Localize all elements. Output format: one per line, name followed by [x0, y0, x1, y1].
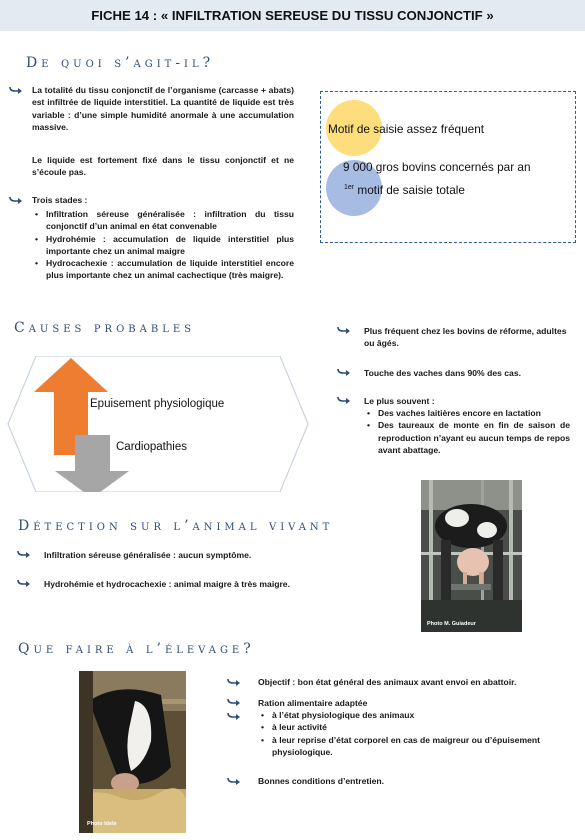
- infobox-line-1: Motif de saisie assez fréquent: [328, 122, 485, 136]
- section-title-causes: Causes probables: [14, 320, 195, 336]
- curved-arrow-icon: [227, 678, 241, 686]
- curved-arrow-icon: [337, 396, 351, 404]
- cause-label-epuisement: Epuisement physiologique: [90, 398, 225, 410]
- list-item: • à leur activité: [258, 721, 540, 733]
- curved-arrow-icon: [337, 368, 351, 376]
- quoi-paragraph-1: La totalité du tissu conjonctif de l’organisme (carcasse + abats) est infiltrée de liquide interstitiel. La quantité de liquide est très variable : d’une simple humidité anormale à une accumulation massive.: [32, 85, 294, 132]
- causes-right-3-title: Le plus souvent :: [364, 396, 435, 406]
- causes-diagram: [6, 356, 310, 492]
- curved-arrow-icon: [17, 550, 31, 558]
- section-title-detection: Détection sur l’animal vivant: [18, 518, 334, 534]
- causes-right-1: Plus fréquent chez les bovins de réforme, adultes ou âgés.: [364, 326, 567, 349]
- causes-right-3-list: [364, 407, 570, 456]
- quoi-paragraph-2: Le liquide est fortement fixé dans le tissu conjonctif et ne s’écoule pas.: [32, 155, 294, 178]
- infobox-line-3: [344, 180, 465, 198]
- list-item: • Des taureaux de monte en fin de saison de reproduction n’ayant eu aucun temps de repos avant abattage.: [364, 419, 570, 456]
- curved-arrow-icon: [227, 712, 241, 720]
- cow-eating-illustration: [79, 671, 186, 833]
- elevage-conditions: Bonnes conditions d’entretien.: [258, 776, 385, 786]
- curved-arrow-icon: [9, 86, 23, 94]
- curved-arrow-icon: [17, 579, 31, 587]
- list-item: • Des vaches laitières encore en lactation: [364, 407, 570, 419]
- list-item: • Hydrocachexie : accumulation de liquide interstitiel encore plus importante chez un animal cachectique (très maigre).: [32, 257, 294, 282]
- list-item: • Hydrohémie : accumulation de liquide interstitiel plus importante chez un animal maigre: [32, 233, 294, 258]
- section-title-elevage: Que faire à l’élevage?: [18, 641, 255, 657]
- photo-credit: Photo Idele: [87, 821, 117, 827]
- page-header: [0, 0, 585, 31]
- list-item: • à leur reprise d’état corporel en cas de maigreur ou d’épuisement physiologique.: [258, 734, 540, 759]
- detection-item-2: Hydrohémie et hydrocachexie : animal maigre à très maigre.: [44, 579, 290, 589]
- curved-arrow-icon: [227, 777, 241, 785]
- curved-arrow-icon: [9, 196, 23, 204]
- elevage-objectif: Objectif : bon état général des animaux avant envoi en abattoir.: [258, 677, 517, 687]
- stages-list: [32, 208, 294, 282]
- milking-cows-photo: [421, 480, 522, 632]
- list-item: • à l’état physiologique des animaux: [258, 709, 540, 721]
- section-title-quoi: De quoi s’agit-il?: [26, 55, 215, 71]
- elevage-ration-list: [258, 709, 540, 758]
- causes-right-2: Touche des vaches dans 90% des cas.: [364, 368, 521, 378]
- stages-title: Trois stades :: [32, 195, 88, 205]
- infobox-line-3-sup: 1er: [344, 184, 355, 191]
- infobox-line-2: 9 000 gros bovins concernés par an: [343, 160, 531, 174]
- key-figures-box: [320, 91, 576, 243]
- cause-label-cardiopathies: Cardiopathies: [116, 441, 187, 453]
- elevage-ration-title: Ration alimentaire adaptée: [258, 698, 368, 708]
- cow-eating-photo: [79, 671, 186, 833]
- photo-credit: Photo M. Guiadeur: [427, 621, 476, 627]
- curved-arrow-icon: [337, 326, 351, 334]
- curved-arrow-icon: [227, 698, 241, 706]
- detection-item-1: Infiltration séreuse généralisée : aucun symptôme.: [44, 550, 252, 560]
- milking-cows-illustration: [421, 480, 522, 632]
- page-title: FICHE 14 : « INFILTRATION SEREUSE DU TISSU CONJONCTIF »: [91, 8, 494, 23]
- list-item: • Infiltration séreuse généralisée : infiltration du tissu conjonctif d’un animal en état convenable: [32, 208, 294, 233]
- infobox-line-3-rest: motif de saisie totale: [354, 182, 465, 197]
